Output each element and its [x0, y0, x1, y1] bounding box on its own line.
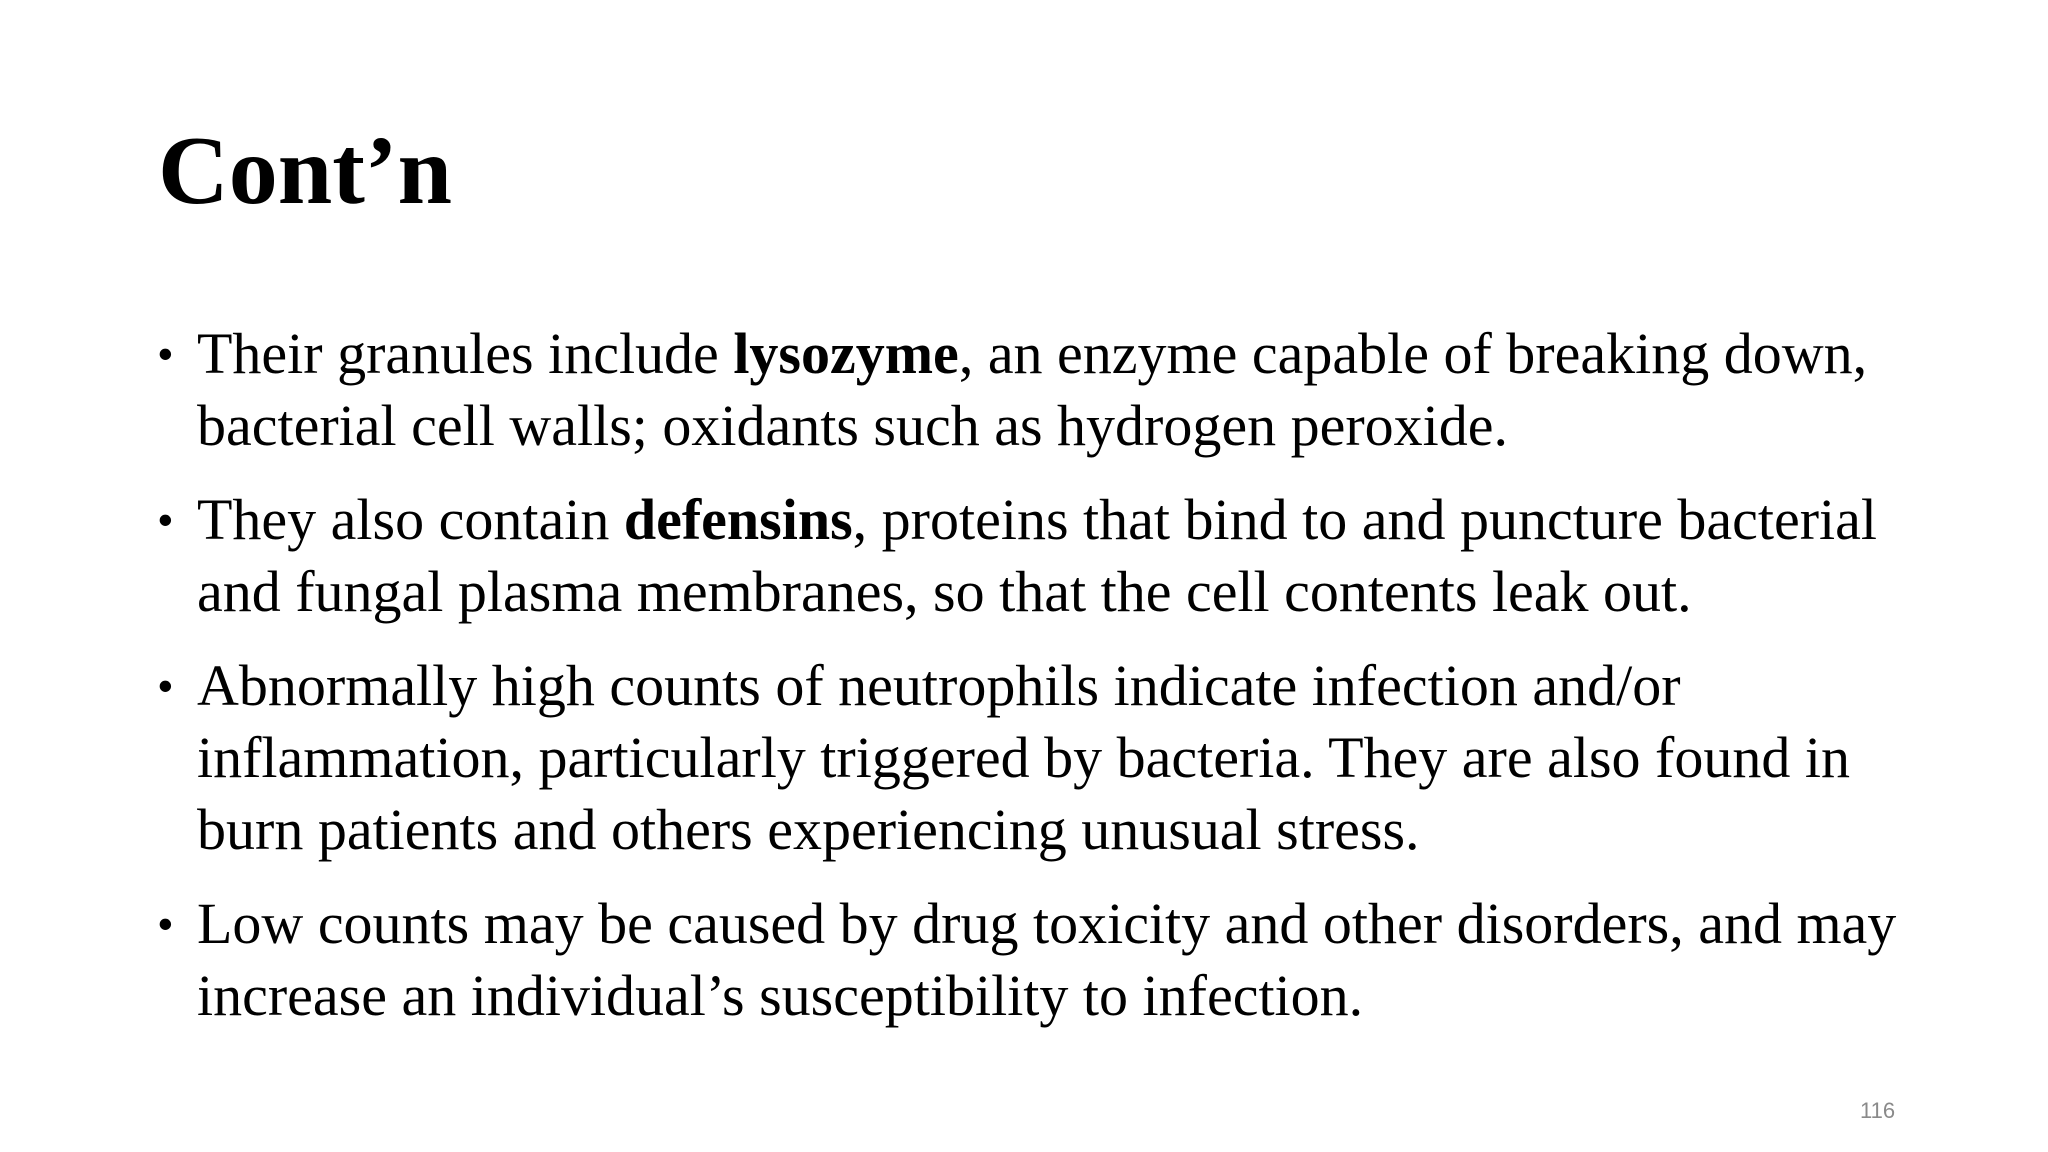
bullet-icon: •	[158, 900, 173, 947]
bullet-text-part: , an enzyme capable of breaking down, bacterial cell walls; oxidants such as hydrogen peroxide.	[197, 321, 1868, 458]
page-number: 116	[1860, 1098, 1896, 1123]
bullet-item	[158, 888, 1898, 1032]
bullet-item	[158, 650, 1898, 866]
bullet-icon: •	[158, 662, 173, 709]
slide-title: Cont’n	[158, 117, 453, 225]
bullet-text-part: They also contain	[197, 487, 624, 552]
bullet-item	[158, 318, 1898, 462]
bullet-text	[197, 888, 1898, 1032]
bullet-text-part: Abnormally high counts of neutrophils indicate infection and/or inflammation, particularly triggered by bacteria. They are also found in burn patients and others experiencing unusual stress.	[197, 653, 1850, 862]
bullet-icon: •	[158, 330, 173, 377]
bullet-text	[197, 650, 1898, 866]
bullet-list	[158, 318, 1898, 1054]
bullet-text-bold: lysozyme	[733, 321, 959, 386]
bullet-item	[158, 484, 1898, 628]
bullet-text-part: Their granules include	[197, 321, 734, 386]
bullet-text	[197, 484, 1898, 628]
bullet-text	[197, 318, 1898, 462]
bullet-icon: •	[158, 496, 173, 543]
bullet-text-part: Low counts may be caused by drug toxicity and other disorders, and may increase an individual’s susceptibility to infection.	[197, 891, 1897, 1028]
bullet-text-part: , proteins that bind to and puncture bacterial and fungal plasma membranes, so that the cell contents leak out.	[197, 487, 1878, 624]
bullet-text-bold: defensins	[623, 487, 853, 552]
